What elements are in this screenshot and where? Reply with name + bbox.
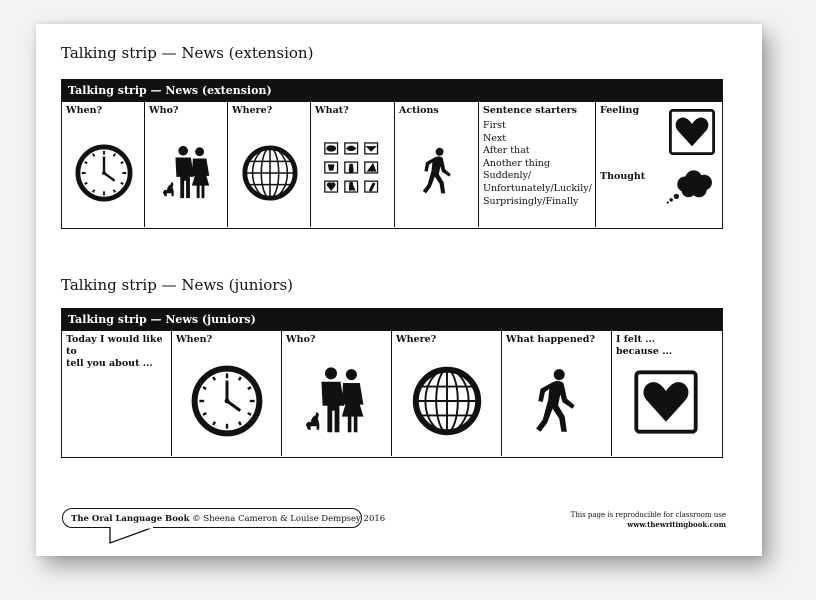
- reproducible-note: [571, 510, 726, 530]
- starter-item: Next: [483, 132, 507, 144]
- strip1-heading: Talking strip — News (extension): [61, 44, 314, 62]
- book-title: The Oral Language Book: [71, 514, 190, 524]
- strip2-who-cell: [282, 331, 392, 456]
- clock-icon: [191, 365, 263, 437]
- strip2-when-cell: [172, 331, 282, 456]
- starter-item: After that: [483, 145, 530, 157]
- strip2-who-label: Who?: [286, 334, 316, 345]
- strip2-happened-cell: [502, 331, 612, 456]
- strip2-when-label: When?: [176, 334, 213, 345]
- activity-grid-icon: [323, 140, 383, 195]
- website-link[interactable]: www.thewritingbook.com: [627, 520, 726, 529]
- strip1-actions-label: Actions: [399, 105, 439, 116]
- clock-icon: [75, 144, 133, 202]
- strip2-today-label-1: Today I would like to: [66, 334, 163, 357]
- strip2-today-label-2: tell you about ...: [66, 358, 153, 369]
- strip1-when-label: When?: [66, 105, 103, 116]
- sentence-starters-list: [479, 120, 595, 208]
- strip1-who-cell: [145, 102, 228, 227]
- strip1-table: [61, 79, 723, 229]
- thought-cloud-icon: [666, 168, 718, 204]
- family-icon: [301, 365, 373, 437]
- speech-bubble-tail: [108, 527, 168, 549]
- strip1-who-label: Who?: [149, 105, 179, 116]
- walking-person-icon: [422, 146, 454, 196]
- strip1-feeling-label: Feeling: [600, 105, 640, 116]
- strip2-felt-label-1: I felt ...: [616, 334, 656, 345]
- worksheet-page: [36, 24, 762, 556]
- heart-icon: [633, 369, 699, 435]
- strip1-feeling-cell: [596, 102, 722, 227]
- globe-icon: [241, 144, 299, 202]
- strip2-heading: Talking strip — News (juniors): [61, 276, 294, 294]
- starter-item: Another thing: [483, 157, 550, 169]
- starter-item: First: [483, 120, 506, 131]
- strip1-when-cell: [62, 102, 145, 227]
- strip2-happened-label: What happened?: [506, 334, 595, 345]
- heart-icon: [668, 108, 716, 156]
- strip2-felt-label-2: because ...: [616, 346, 673, 357]
- strip1-starters-cell: [479, 102, 596, 227]
- strip1-where-label: Where?: [232, 105, 273, 116]
- starter-item: Suddenly/: [483, 170, 532, 182]
- strip1-what-label: What?: [315, 105, 349, 116]
- starter-item: Surprisingly/Finally: [483, 195, 579, 207]
- family-icon: [159, 144, 217, 202]
- reproducible-text: This page is reproducible for classroom use: [570, 511, 726, 519]
- strip2-where-label: Where?: [396, 334, 437, 345]
- starter-item: Unfortunately/Luckily/: [483, 182, 592, 194]
- strip2-table: [61, 308, 723, 458]
- strip2-felt-cell: [612, 331, 722, 456]
- strip2-where-cell: [392, 331, 502, 456]
- book-credit: © Sheena Cameron & Louise Dempsey 2016: [192, 514, 386, 524]
- strip1-thought-label: Thought: [600, 171, 646, 182]
- strip2-today-cell: [62, 331, 172, 456]
- strip1-what-cell: [311, 102, 395, 227]
- walking-person-icon: [535, 367, 579, 435]
- book-credit-bubble: [62, 508, 386, 528]
- strip1-actions-cell: [395, 102, 479, 227]
- strip1-title-bar: Talking strip — News (extension): [62, 80, 722, 102]
- strip1-where-cell: [228, 102, 311, 227]
- globe-icon: [411, 365, 483, 437]
- strip1-starters-label: Sentence starters: [483, 105, 577, 116]
- strip2-title-bar: Talking strip — News (juniors): [62, 309, 722, 331]
